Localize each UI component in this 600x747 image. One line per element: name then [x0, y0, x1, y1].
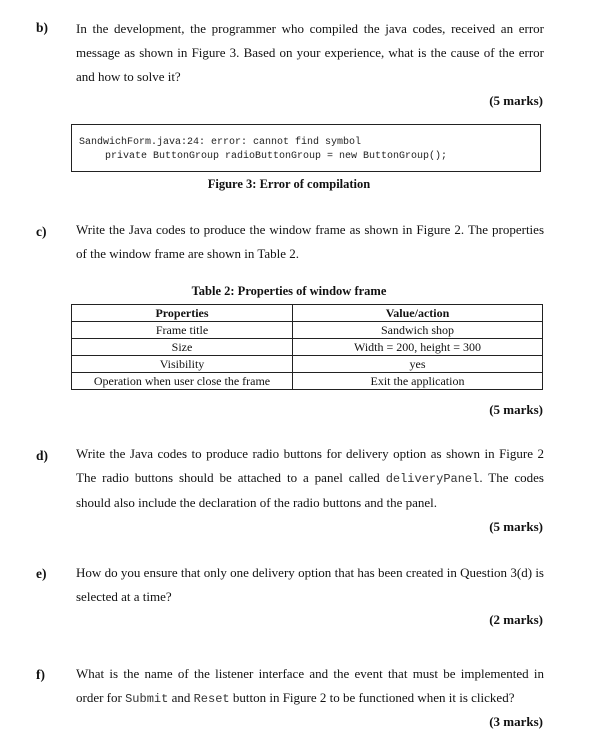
question-c-marks: (5 marks) [489, 402, 543, 417]
question-f-marks: (3 marks) [489, 714, 543, 729]
question-d-label: d) [36, 448, 49, 463]
code-line-2: private ButtonGroup radioButtonGroup = new ButtonGroup(); [105, 151, 448, 162]
table-cell: Sandwich shop [293, 322, 543, 339]
question-b-marks: (5 marks) [489, 93, 543, 108]
question-f-text [76, 662, 544, 711]
table-cell: Operation when user close the frame [72, 373, 293, 390]
question-d-marks: (5 marks) [489, 519, 543, 534]
question-f-text-part1: What is the name of the listener interface and the event that must be implemented in order for [76, 666, 544, 705]
question-f-text-part3: button in Figure 2 to be functioned when it is clicked? [229, 690, 515, 705]
submit-code: Submit [125, 692, 169, 706]
question-f-text-part2: and [168, 690, 194, 705]
table-row [72, 339, 543, 356]
table-cell: Visibility [72, 356, 293, 373]
table-row [72, 322, 543, 339]
properties-table [71, 304, 543, 390]
table-cell: yes [293, 356, 543, 373]
table-2-caption: Table 2: Properties of window frame [191, 284, 387, 298]
code-line-1: SandwichForm.java:24: error: cannot find symbol [79, 137, 362, 148]
question-b-text: In the development, the programmer who compiled the java codes, received an error message as shown in Figure 3. Based on your experience, what is the cause of the error and how to solve it? [76, 21, 544, 84]
reset-code: Reset [193, 692, 230, 706]
table-header-row [72, 305, 543, 322]
table-cell: Exit the application [293, 373, 543, 390]
table-cell: Width = 200, height = 300 [293, 339, 543, 356]
table-header-value: Value/action [293, 305, 543, 322]
question-d-text [76, 442, 544, 515]
table-header-properties: Properties [72, 305, 293, 322]
question-e-marks: (2 marks) [489, 612, 543, 627]
question-c-text: Write the Java codes to produce the window frame as shown in Figure 2. The properties of the window frame are shown in Table 2. [76, 222, 544, 261]
question-b-label: b) [36, 20, 49, 35]
question-e-label: e) [36, 566, 47, 581]
question-c-label: c) [36, 224, 47, 239]
error-code-box [71, 124, 541, 172]
table-row [72, 373, 543, 390]
question-d-text-part2: . The codes should also include the declaration of the radio buttons and the panel. [76, 470, 544, 510]
table-cell: Frame title [72, 322, 293, 339]
figure-3-caption: Figure 3: Error of compilation [207, 177, 371, 191]
table-row [72, 356, 543, 373]
delivery-panel-code: deliveryPanel [385, 472, 480, 486]
question-e-text: How do you ensure that only one delivery option that has been created in Question 3(d) is selected at a time? [76, 565, 544, 604]
table-cell: Size [72, 339, 293, 356]
question-d-text-part1: Write the Java codes to produce radio buttons for delivery option as shown in Figure 2 The radio buttons should be attached to a panel called [76, 446, 544, 485]
question-f-label: f) [36, 667, 45, 682]
